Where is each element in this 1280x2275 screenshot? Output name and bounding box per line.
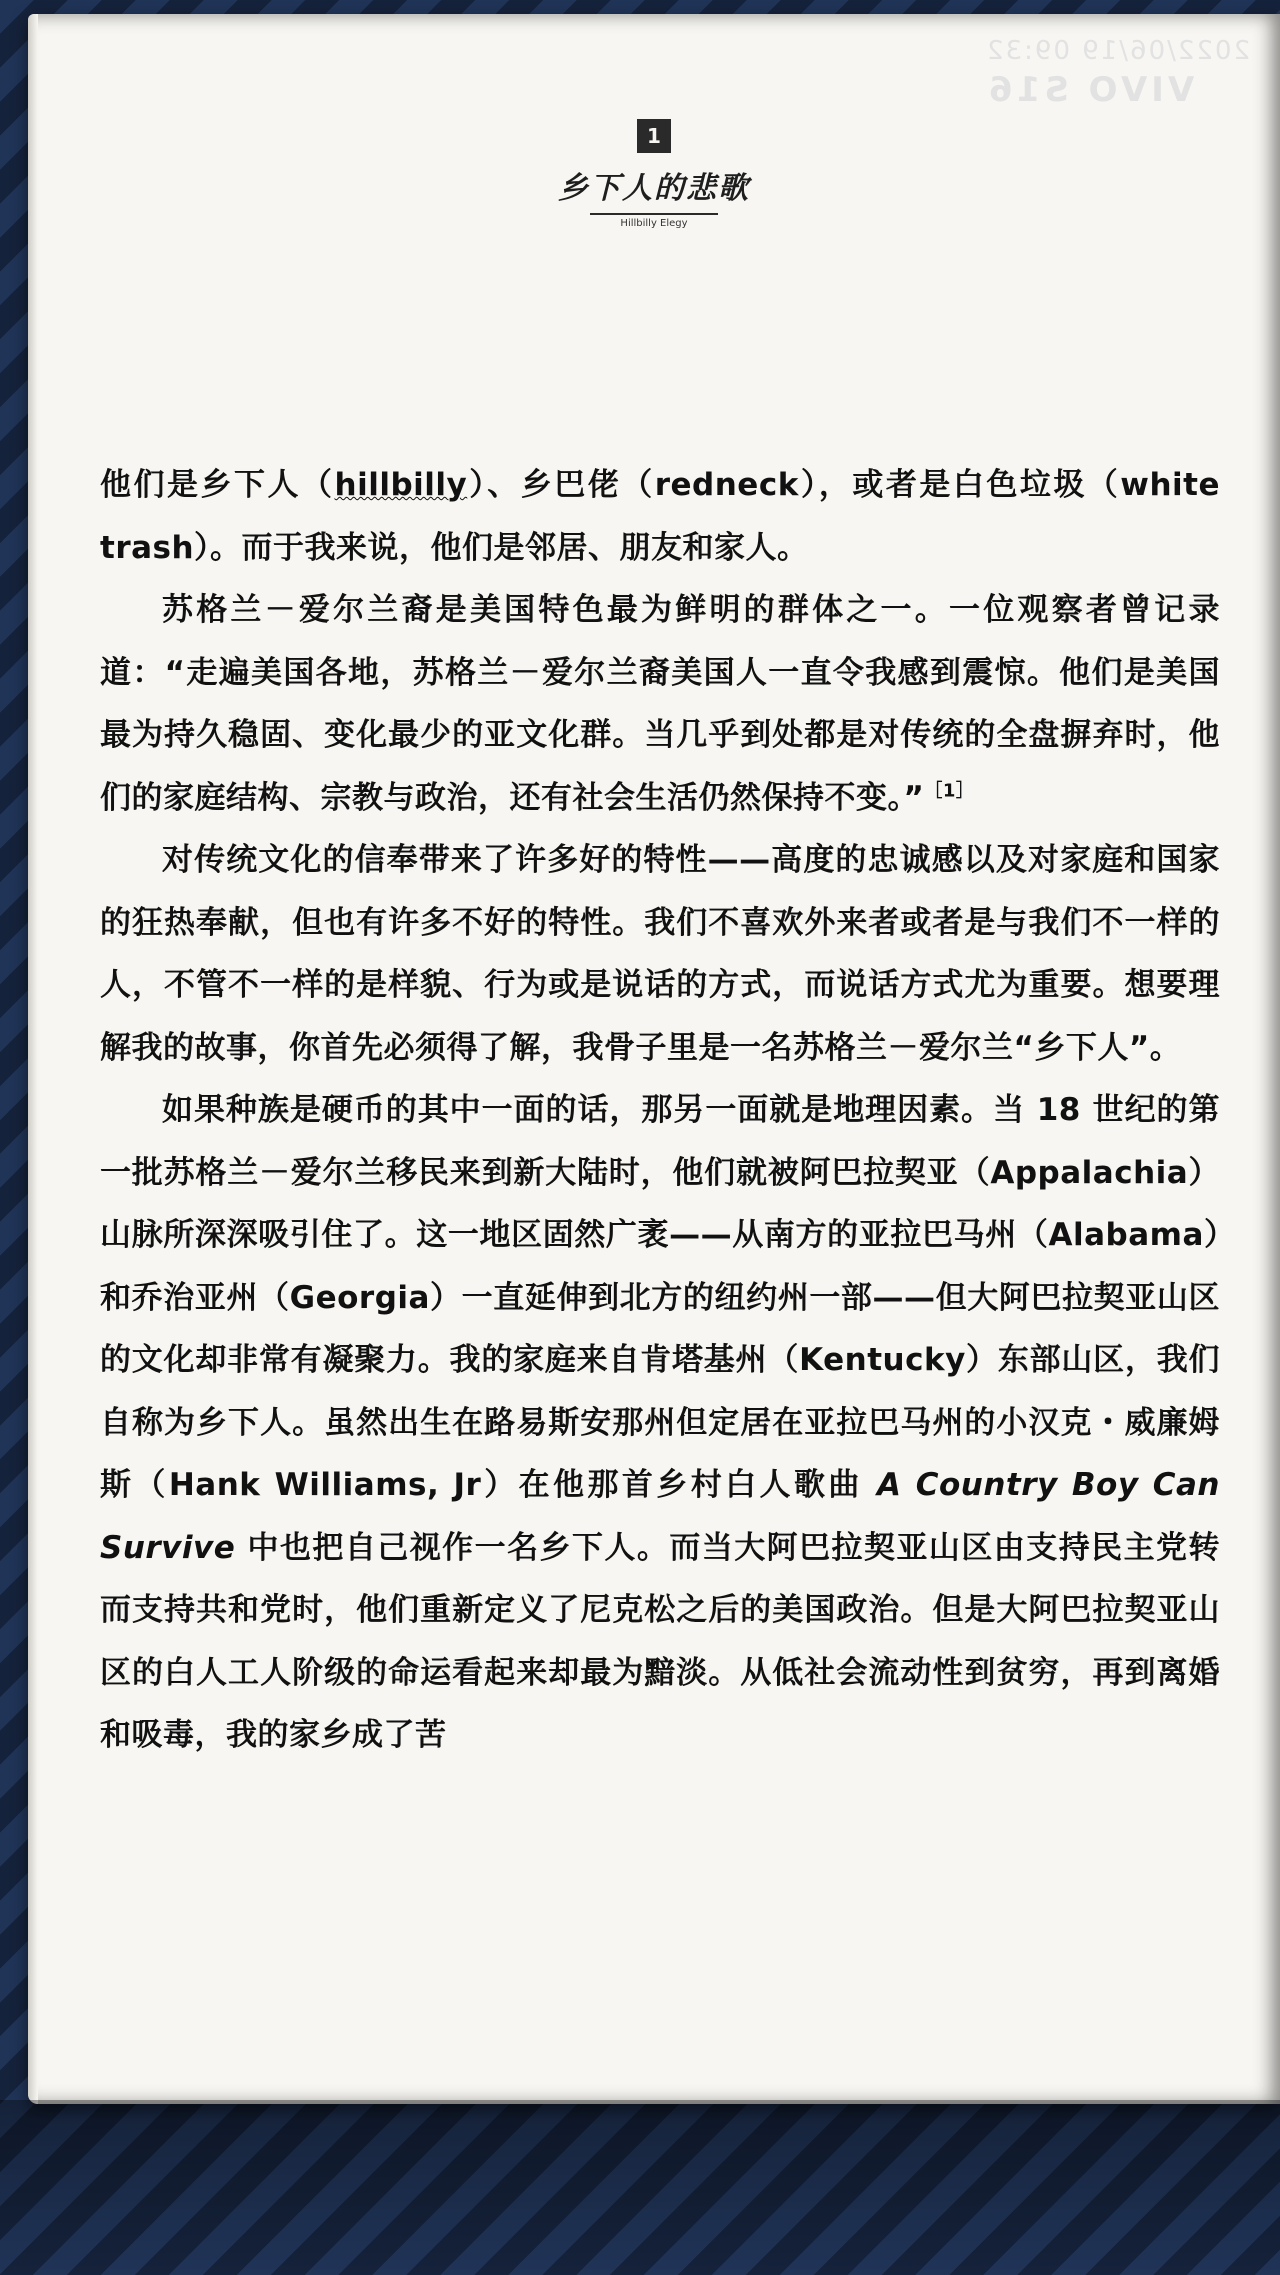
book-title: 乡下人的悲歌 bbox=[558, 171, 750, 206]
paragraph-1-text-b: ）、乡巴佬（redneck），或者是白色垃圾（white trash）。而于我来说，他们是邻居、朋友和家人。 bbox=[100, 467, 1220, 566]
book-subtitle: Hillbilly Elegy bbox=[620, 218, 688, 229]
paragraph-1 bbox=[100, 454, 1220, 579]
watermark-brand: VIVO S16 bbox=[984, 70, 1195, 110]
paragraph-4-text-a: 如果种族是硬币的其中一面的话，那另一面就是地理因素。当 18 世纪的第一批苏格兰－爱尔兰移民来到新大陆时，他们就被阿巴拉契亚（Appalachia）山脉所深深吸引住了。这一地区固然广袤——从南方的亚拉巴马州（Alabama）和乔治亚州（Georgia）一直延伸到北方的纽约州一部——但大阿巴拉契亚山区的文化却非常有凝聚力。我的家庭来自肯塔基州（Kentucky）东部山区，我们自称为乡下人。虽然出生在路易斯安那州但定居在亚拉巴马州的小汉克・威廉姆斯（Hank Williams, Jr）在他那首乡村白人歌曲 bbox=[100, 1092, 1220, 1503]
underlined-term: hillbilly bbox=[334, 467, 468, 503]
camera-watermark bbox=[985, 36, 1250, 110]
page-header bbox=[28, 119, 1280, 229]
paragraph-4-text-b: 中也把自己视作一名乡下人。而当大阿巴拉契亚山区由支持民主党转而支持共和党时，他们重新定义了尼克松之后的美国政治。但是大阿巴拉契亚山区的白人工人阶级的命运看起来却最为黯淡。从低社会流动性到贫穷，再到离婚和吸毒，我的家乡成了苦 bbox=[100, 1529, 1220, 1753]
paragraph-3-text: 对传统文化的信奉带来了许多好的特性——高度的忠诚感以及对家庭和国家的狂热奉献，但也有许多不好的特性。我们不喜欢外来者或者是与我们不一样的人，不管不一样的是样貌、行为或是说话的方式，而说话方式尤为重要。想要理解我的故事，你首先必须得了解，我骨子里是一名苏格兰－爱尔兰“乡下人”。 bbox=[100, 842, 1220, 1066]
paragraph-4 bbox=[100, 1079, 1220, 1767]
page-shadow bbox=[0, 2100, 1280, 2275]
chapter-badge: 1 bbox=[637, 119, 671, 153]
paragraph-2-text: 苏格兰－爱尔兰裔是美国特色最为鲜明的群体之一。一位观察者曾记录道：“走遍美国各地，苏格兰－爱尔兰裔美国人一直令我感到震惊。他们是美国最为持久稳固、变化最少的亚文化群。当几乎到处都是对传统的全盘摒弃时，他们的家庭结构、宗教与政治，还有社会生活仍然保持不变。” bbox=[100, 592, 1220, 816]
paragraph-2 bbox=[100, 579, 1220, 829]
paragraph-1-text-a: 他们是乡下人（ bbox=[100, 467, 335, 503]
paragraph-3 bbox=[100, 829, 1220, 1079]
body-text bbox=[100, 454, 1220, 1767]
title-rule bbox=[590, 213, 718, 215]
watermark-date: 2022/06/19 09:32 bbox=[984, 36, 1250, 66]
song-title: A Country Boy Can Survive bbox=[100, 1467, 1220, 1566]
page-binding-edge bbox=[28, 14, 38, 2104]
book-page bbox=[28, 14, 1280, 2104]
footnote-marker: ［1］ bbox=[924, 780, 975, 802]
